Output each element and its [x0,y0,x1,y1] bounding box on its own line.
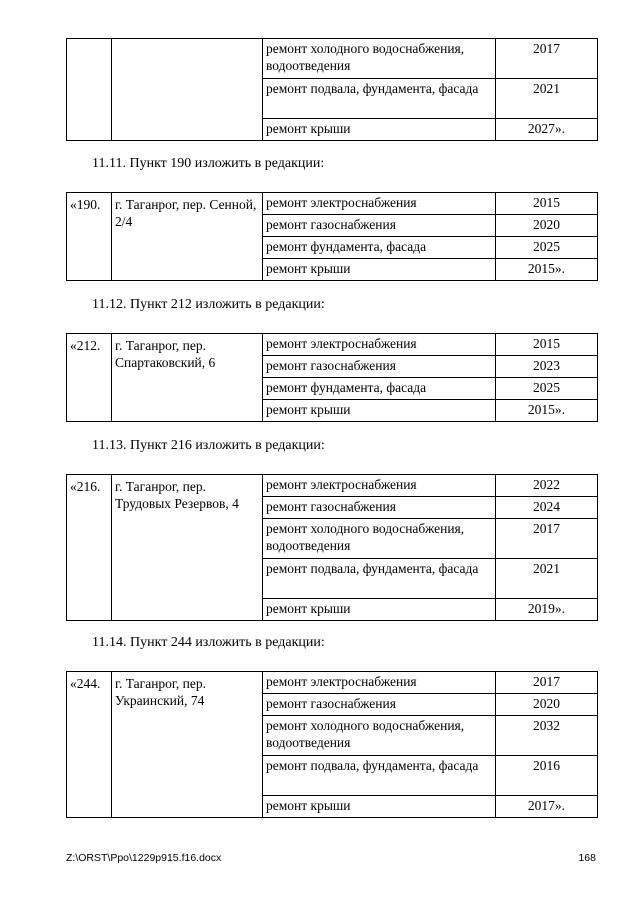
address-cell [112,39,263,141]
year-cell: 2015 [496,334,598,356]
work-cell: ремонт крыши [263,796,496,818]
year-cell: 2022 [496,475,598,497]
work-cell: ремонт подвала, фундамента, фасада [263,756,496,796]
work-cell: ремонт подвала, фундамента, фасада [263,559,496,599]
year-cell: 2021 [496,559,598,599]
year-cell: 2024 [496,497,598,519]
year-cell: 2017 [496,519,598,559]
section-heading: 11.14. Пункт 244 изложить в редакции: [92,635,325,650]
work-cell: ремонт электроснабжения [263,672,496,694]
year-cell: 2027». [496,119,598,141]
address-cell: г. Таганрог, пер. Спартаковский, 6 [112,334,263,422]
year-cell: 2025 [496,237,598,259]
year-cell: 2015 [496,193,598,215]
work-cell: ремонт фундамента, фасада [263,237,496,259]
work-cell: ремонт газоснабжения [263,694,496,716]
work-cell: ремонт газоснабжения [263,497,496,519]
work-cell: ремонт крыши [263,119,496,141]
number-cell: «216. [67,475,112,621]
work-cell: ремонт крыши [263,400,496,422]
section-table [66,671,598,818]
work-cell: ремонт газоснабжения [263,356,496,378]
work-cell: ремонт электроснабжения [263,475,496,497]
section-heading: 11.12. Пункт 212 изложить в редакции: [92,297,325,312]
address-cell: г. Таганрог, пер. Украинский, 74 [112,672,263,818]
year-cell: 2021 [496,79,598,119]
continuation-table [66,38,598,141]
footer-file-path: Z:\ORST\Ppo\1229p915.f16.docx [66,852,222,864]
year-cell: 2023 [496,356,598,378]
year-cell: 2015». [496,259,598,281]
section-heading: 11.13. Пункт 216 изложить в редакции: [92,438,325,453]
section-heading: 11.11. Пункт 190 изложить в редакции: [92,156,325,171]
year-cell: 2017 [496,672,598,694]
work-cell: ремонт холодного водоснабжения, водоотведения [263,716,496,756]
year-cell: 2020 [496,215,598,237]
year-cell: 2025 [496,378,598,400]
work-cell: ремонт подвала, фундамента, фасада [263,79,496,119]
year-cell: 2017 [496,39,598,79]
footer-page-number: 168 [578,852,596,864]
number-cell [67,39,112,141]
year-cell: 2015». [496,400,598,422]
address-cell: г. Таганрог, пер. Трудовых Резервов, 4 [112,475,263,621]
address-cell: г. Таганрог, пер. Сенной, 2/4 [112,193,263,281]
work-cell: ремонт крыши [263,599,496,621]
work-cell: ремонт холодного водоснабжения, водоотведения [263,519,496,559]
year-cell: 2019». [496,599,598,621]
section-table [66,333,598,422]
work-cell: ремонт крыши [263,259,496,281]
section-table [66,192,598,281]
work-cell: ремонт электроснабжения [263,334,496,356]
number-cell: «190. [67,193,112,281]
work-cell: ремонт фундамента, фасада [263,378,496,400]
work-cell: ремонт холодного водоснабжения, водоотведения [263,39,496,79]
work-cell: ремонт газоснабжения [263,215,496,237]
year-cell: 2017». [496,796,598,818]
year-cell: 2032 [496,716,598,756]
year-cell: 2020 [496,694,598,716]
work-cell: ремонт электроснабжения [263,193,496,215]
number-cell: «244. [67,672,112,818]
number-cell: «212. [67,334,112,422]
year-cell: 2016 [496,756,598,796]
section-table [66,474,598,621]
